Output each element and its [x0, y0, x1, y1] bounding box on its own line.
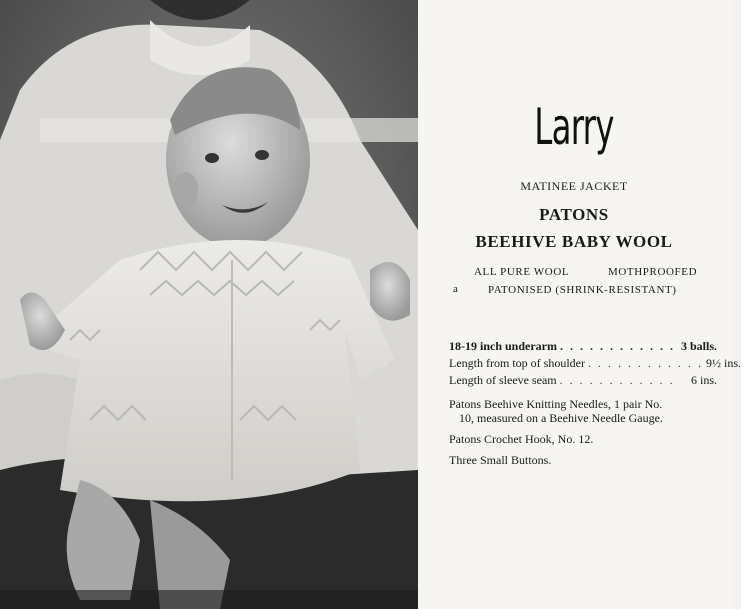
spec-leader: . . . . . . . . . . . .	[560, 339, 675, 353]
feature-mothproofed: MOTHPROOFED	[608, 266, 698, 278]
feature-patonised: PATONISED (SHRINK-RESISTANT)	[488, 284, 677, 296]
hook-note: Patons Crochet Hook, No. 12.	[449, 432, 594, 446]
pattern-text-page	[418, 0, 741, 609]
specs-list	[449, 338, 741, 389]
spec-label: Length of sleeve seam	[449, 373, 557, 387]
feature-pure-wool: ALL PURE WOOL	[474, 266, 570, 278]
needles-line-1: Patons Beehive Knitting Needles, 1 pair No.	[449, 397, 663, 411]
materials-list	[449, 397, 721, 474]
buttons-note: Three Small Buttons.	[449, 453, 552, 467]
spec-leader: . . . . . . . . . . . .	[587, 356, 703, 370]
needles-note	[449, 397, 721, 425]
spec-value: 6 ins.	[690, 373, 717, 387]
feature-mark: a	[453, 283, 458, 295]
spec-leader: . . . . . . . . . . . .	[559, 373, 675, 387]
needles-line-2: 10, measured on a Beehive Needle Gauge.	[459, 411, 663, 425]
spec-label: 18-19 inch underarm	[449, 339, 557, 353]
spec-row-length	[449, 355, 741, 372]
brand-name: PATONS	[539, 205, 609, 224]
pattern-title: Larry	[534, 98, 614, 156]
spec-value: 9½ ins.	[705, 356, 741, 370]
pattern-subtitle: MATINEE JACKET	[520, 179, 628, 193]
spec-label: Length from top of shoulder	[449, 356, 585, 370]
spec-row-sleeve	[449, 372, 717, 389]
product-name: BEEHIVE BABY WOOL	[475, 232, 673, 251]
spec-value: 3 balls.	[680, 339, 717, 353]
spec-row-underarm	[449, 338, 717, 355]
